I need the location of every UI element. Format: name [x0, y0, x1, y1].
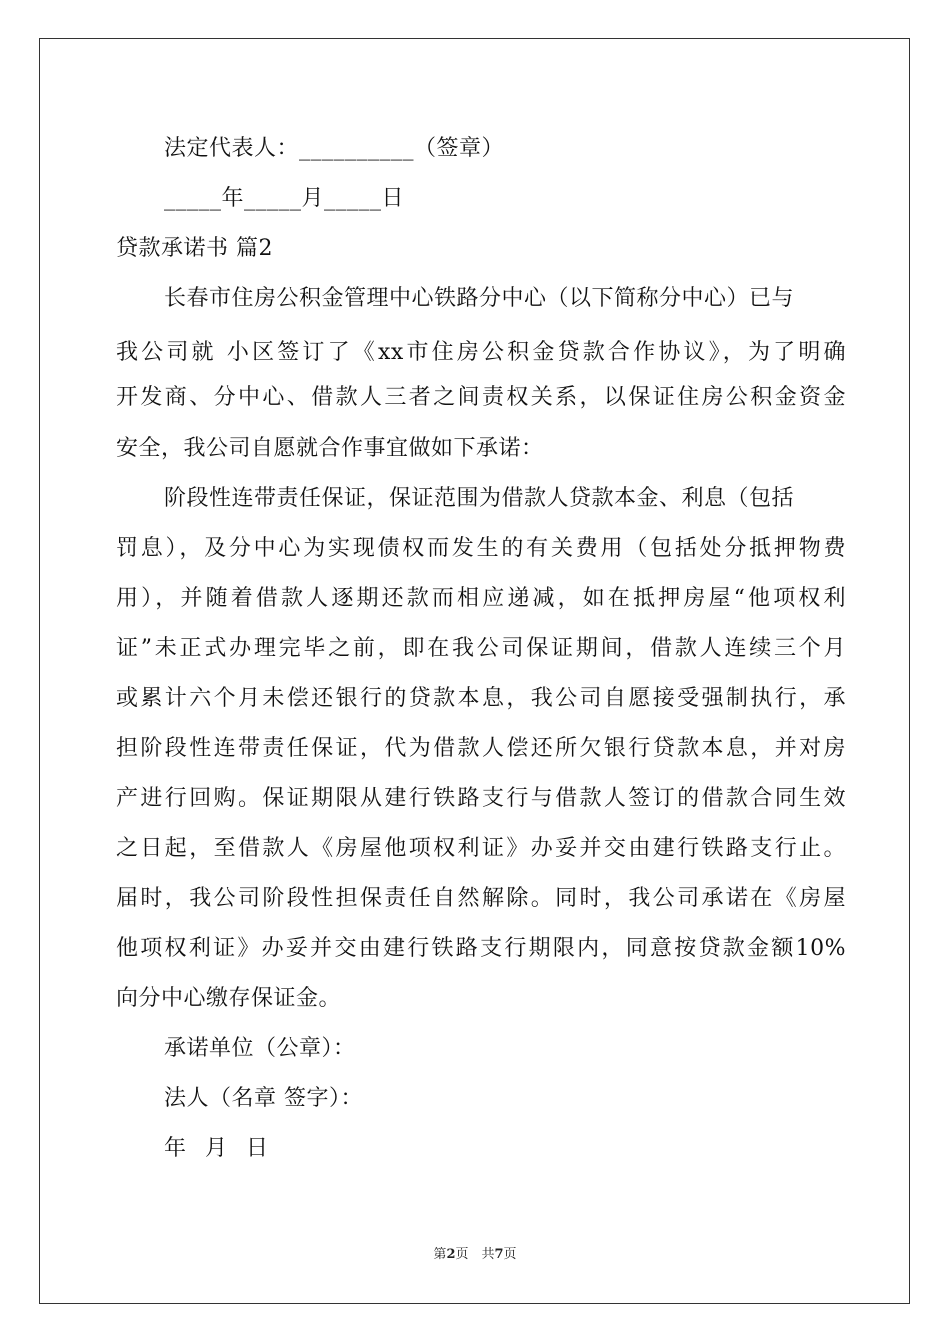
paragraph-line: 阶段性连带责任保证，保证范围为借款人贷款本金、利息（包括: [164, 486, 795, 511]
paragraph-line: 或累计六个月未偿还银行的贷款本息，我公司自愿接受强制执行，承: [116, 686, 846, 711]
paragraph-line: 担阶段性连带责任保证，代为借款人偿还所欠银行贷款本息，并对房: [116, 736, 846, 761]
paragraph-line: 安全，我公司自愿就合作事宜做如下承诺：: [116, 436, 544, 461]
paragraph-line: 罚息），及分中心为实现债权而发生的有关费用（包括处分抵押物费: [116, 536, 846, 561]
legal-representative-line: 法定代表人：__________（签章）: [164, 136, 505, 161]
paragraph-line: 他项权利证》办妥并交由建行铁路支行期限内，同意按贷款金额10%: [116, 936, 846, 961]
paragraph-line: 之日起，至借款人《房屋他项权利证》办妥并交由建行铁路支行止。: [116, 836, 846, 861]
page-border: [39, 38, 910, 1304]
paragraph-line: 开发商、分中心、借款人三者之间责权关系，以保证住房公积金资金: [116, 385, 846, 410]
paragraph-line: 届时，我公司阶段性担保责任自然解除。同时，我公司承诺在《房屋: [116, 886, 846, 911]
page-suffix: 页: [503, 1247, 517, 1262]
total-page-number: 7: [494, 1247, 504, 1262]
signature-date-label: 年 月 日: [164, 1136, 274, 1161]
commitment-unit-label: 承诺单位（公章）：: [164, 1036, 356, 1061]
paragraph-line: 产进行回购。保证期限从建行铁路支行与借款人签订的借款合同生效: [116, 786, 846, 811]
date-blank-line: _____年_____月_____日: [164, 186, 405, 211]
current-page-number: 2: [446, 1247, 456, 1262]
page-prefix: 第: [433, 1247, 447, 1262]
paragraph-line: 长春市住房公积金管理中心铁路分中心（以下简称分中心）已与: [164, 286, 795, 311]
legal-person-label: 法人（名章 签字）：: [164, 1086, 363, 1111]
page-mid: 页 共: [455, 1247, 495, 1262]
section-title: 贷款承诺书 篇2: [116, 236, 273, 261]
page-number-footer: [0, 1247, 950, 1263]
paragraph-line: 向分中心缴存保证金。: [116, 986, 342, 1011]
paragraph-line: 证”未正式办理完毕之前，即在我公司保证期间，借款人连续三个月: [116, 636, 846, 661]
paragraph-line: 用），并随着借款人逐期还款而相应递减，如在抵押房屋“他项权利: [116, 586, 846, 611]
paragraph-line: 我公司就 小区签订了《xx市住房公积金贷款合作协议》，为了明确: [116, 340, 846, 365]
